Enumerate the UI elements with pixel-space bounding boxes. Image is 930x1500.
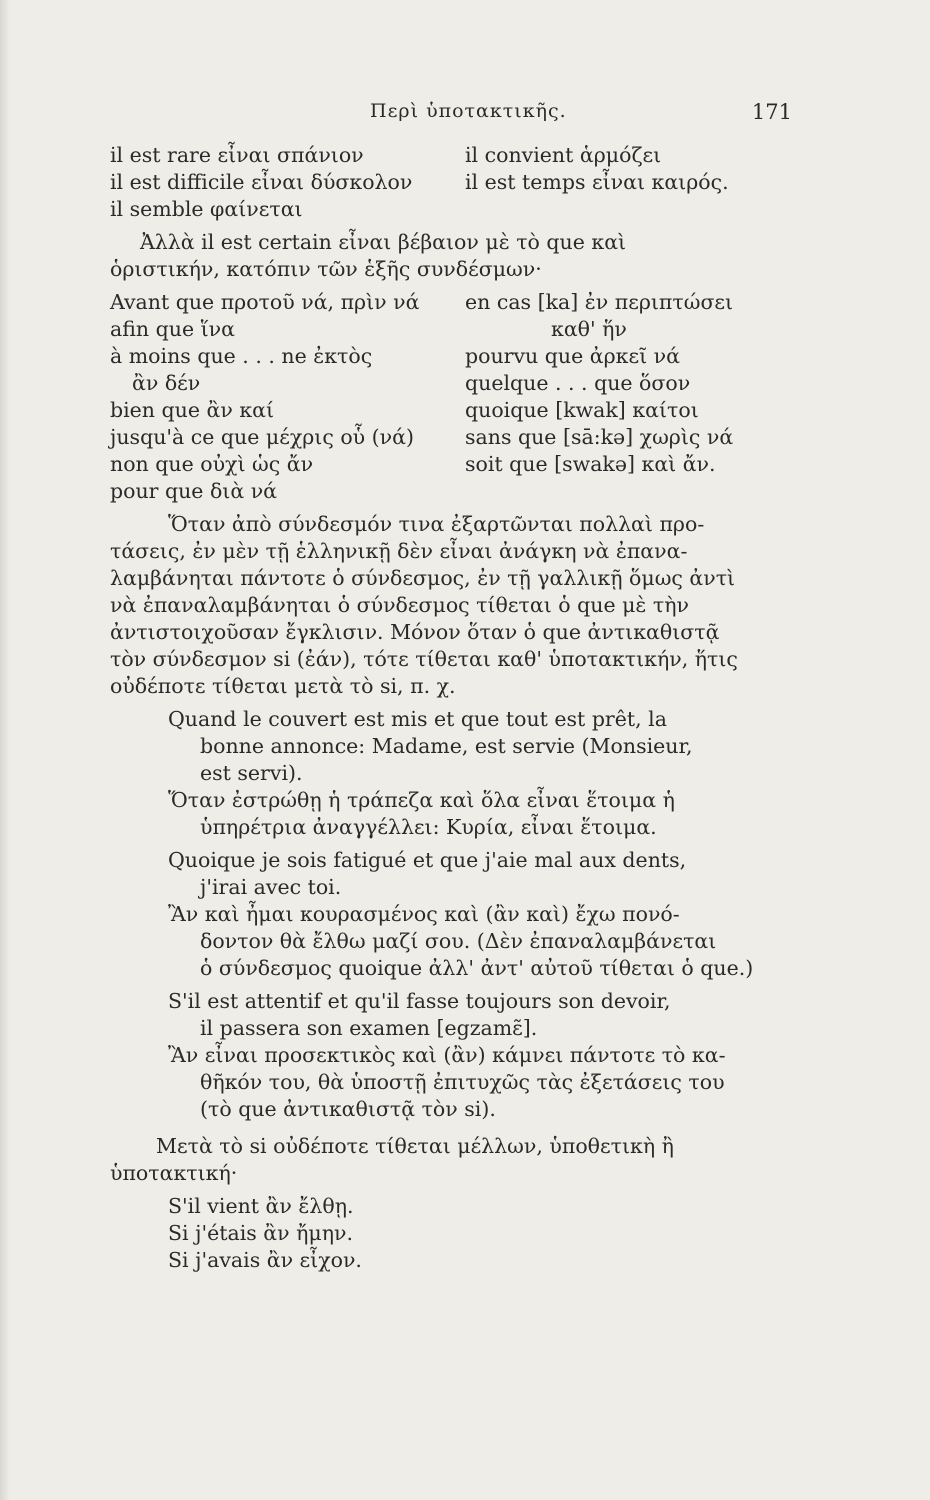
example-2: [110, 847, 792, 982]
paragraph-meta: [110, 1133, 792, 1187]
list-item: ἂν δέν: [132, 371, 201, 395]
example-french-line: S'il est attentif et qu'il fasse toujours son devoir,: [168, 989, 671, 1013]
list-item: quoique [kwak] καίτοι: [465, 398, 699, 422]
example-greek-line: δοντον θὰ ἔλθω μαζί σου. (Δὲν ἐπαναλαμβάνεται: [200, 929, 717, 953]
example-greek-line: ὁ σύνδεσμος quoique ἀλλ' ἀντ' αὐτοῦ τίθεται ὁ que.): [200, 956, 754, 980]
final-examples: [110, 1193, 792, 1274]
example-greek-line: θῆκόν του, θὰ ὑποστῇ ἐπιτυχῶς τὰς ἐξετάσεις του: [200, 1070, 725, 1094]
list-item: καθ' ἥν: [551, 317, 627, 341]
list-item: en cas [ka] ἐν περιπτώσει: [465, 290, 734, 314]
page-header: [110, 100, 792, 130]
text-line: νὰ ἐπαναλαμβάνηται ὁ σύνδεσμος τίθεται ὁ que μὲ τὴν: [110, 593, 690, 617]
body-text: [110, 142, 792, 1274]
list-item: à moins que . . . ne ἐκτὸς: [110, 344, 373, 368]
list-item: sans que [sā:kə] χωρὶς νά: [465, 425, 734, 449]
example-french-line: Quoique je sois fatigué et que j'aie mal aux dents,: [168, 848, 687, 872]
text-line: Μετὰ τὸ si οὐδέποτε τίθεται μέλλων, ὑποθετικὴ ἢ: [156, 1134, 674, 1158]
list-item: soit que [swakə] καὶ ἄν.: [465, 452, 716, 476]
page-number: 171: [751, 100, 792, 124]
text-line: ὑποτακτική·: [110, 1161, 238, 1185]
list-item: afin que ἵνα: [110, 317, 235, 341]
list-item: jusqu'à ce que μέχρις οὗ (νά): [110, 425, 414, 449]
running-head: Περὶ ὑποτακτικῆς.: [370, 100, 567, 122]
example-french-line: il passera son examen [egzamɛ̃].: [200, 1016, 538, 1040]
example-3: [110, 988, 792, 1123]
example-french-line: j'irai avec toi.: [200, 875, 342, 899]
text-line: οὐδέποτε τίθεται μετὰ τὸ si, π. χ.: [110, 674, 456, 698]
intro-expression-list: [110, 142, 792, 223]
list-item: Si j'avais ἂν εἶχον.: [168, 1248, 362, 1272]
list-item: bien que ἂν καί: [110, 398, 275, 422]
paragraph-certain: [110, 229, 792, 283]
text-line: Ὅταν ἀπὸ σύνδεσμόν τινα ἐξαρτῶνται πολλαὶ προ-: [168, 512, 705, 536]
text-line: ἀντιστοιχοῦσαν ἔγκλισιν. Μόνον ὅταν ὁ que ἀντικαθιστᾷ: [110, 620, 720, 644]
text-line: Ἀλλὰ il est certain εἶναι βέβαιον μὲ τὸ que καὶ: [140, 230, 627, 254]
list-item: il est difficile εἶναι δύσκολον: [110, 170, 413, 194]
list-item: pour que διὰ νά: [110, 479, 278, 503]
text-line: τὸν σύνδεσμον si (ἐάν), τότε τίθεται καθ' ὑποτακτικήν, ἥτις: [110, 647, 738, 671]
list-item: Si j'étais ἂν ἤμην.: [168, 1221, 353, 1245]
example-greek-line: (τὸ que ἀντικαθιστᾷ τὸν si).: [200, 1097, 496, 1121]
example-1: [110, 706, 792, 841]
list-item: il semble φαίνεται: [110, 197, 303, 221]
list-item: il convient ἁρμόζει: [465, 143, 662, 167]
example-french-line: est servi).: [200, 761, 303, 785]
conjunction-list: [110, 289, 792, 505]
text-line: ὁριστικήν, κατόπιν τῶν ἑξῆς συνδέσμων·: [110, 257, 542, 281]
example-french-line: Quand le couvert est mis et que tout est prêt, la: [168, 707, 667, 731]
list-item: Avant que προτοῦ νά, πρὶν νά: [110, 290, 420, 314]
example-greek-line: Ἂν εἶναι προσεκτικὸς καὶ (ἂν) κάμνει πάντοτε τὸ κα-: [168, 1043, 726, 1067]
example-greek-line: Ὅταν ἐστρώθῃ ἡ τράπεζα καὶ ὅλα εἶναι ἕτοιμα ἡ: [168, 788, 675, 812]
page-edge-shadow: [0, 0, 10, 1500]
paragraph-hotan: [110, 511, 792, 700]
list-item: il est rare εἶναι σπάνιον: [110, 143, 364, 167]
example-greek-line: Ἂν καὶ ἦμαι κουρασμένος καὶ (ἂν καὶ) ἔχω πονό-: [168, 902, 680, 926]
example-french-line: bonne annonce: Madame, est servie (Monsieur,: [200, 734, 693, 758]
list-item: non que οὐχὶ ὡς ἄν: [110, 452, 314, 476]
list-item: il est temps εἶναι καιρός.: [465, 170, 729, 194]
text-line: λαμβάνηται πάντοτε ὁ σύνδεσμος, ἐν τῇ γαλλικῇ ὅμως ἀντὶ: [110, 566, 736, 590]
list-item: S'il vient ἂν ἔλθῃ.: [168, 1194, 354, 1218]
list-item: quelque . . . que ὅσον: [465, 371, 691, 395]
example-greek-line: ὑπηρέτρια ἀναγγέλλει: Κυρία, εἶναι ἕτοιμα.: [200, 815, 657, 839]
list-item: pourvu que ἀρκεῖ νά: [465, 344, 680, 368]
text-line: τάσεις, ἐν μὲν τῇ ἑλληνικῇ δὲν εἶναι ἀνάγκη νὰ ἐπανα-: [110, 539, 688, 563]
